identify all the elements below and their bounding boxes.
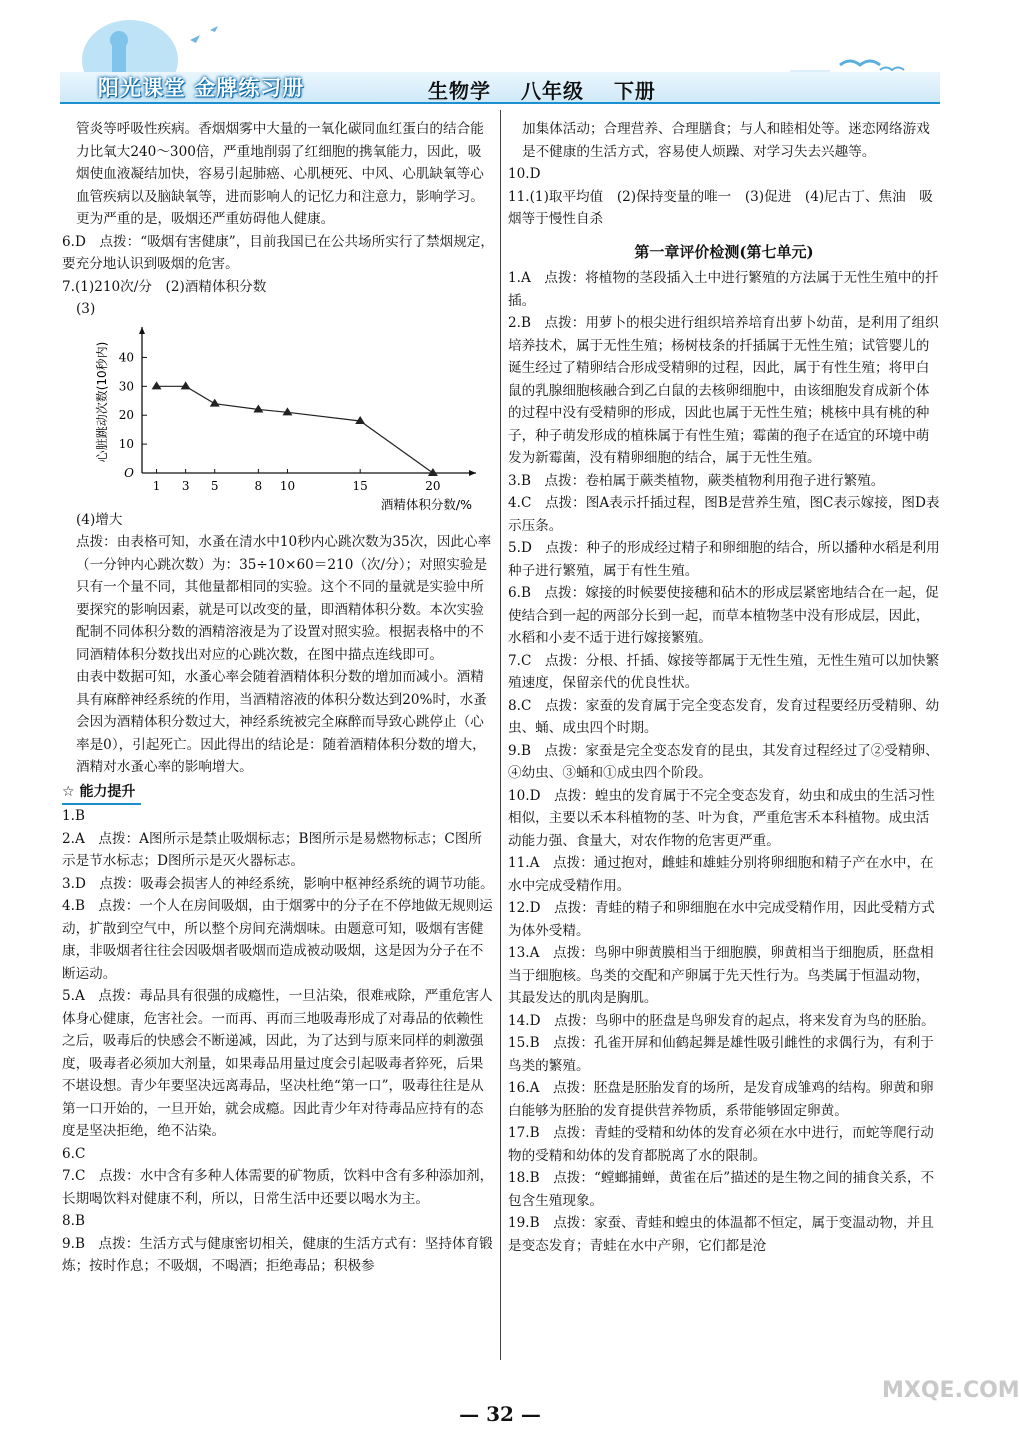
list-item: 18.B 点拨：“螳螂捕蝉，黄雀在后”描述的是生物之间的捕食关系，不包含生殖现象。: [508, 1170, 935, 1209]
y-tick-label: 40: [118, 349, 134, 364]
list-item: 5.A 点拨：毒品具有很强的成瘾性，一旦沾染，很难戒除，严重危害人体身心健康，危害社会。一而再、再而三地吸毒形成了对毒品的依赖性之后，吸毒后的快感会不断递减，因此，为了达到与原来同样的刺激强度，吸毒者必须加大剂量，如果毒品用量过度会引起吸毒者猝死，后果不堪设想。青少年要坚决远离毒品，坚决杜绝“第一口”，吸毒往往是从第一口开始的，一旦开始，就会成瘾。因此青少年对待毒品应持有的态度是坚决拒绝，绝不沾染。: [62, 988, 493, 1139]
x-tick-label: 1: [152, 478, 161, 493]
list-item: 8.B: [62, 1213, 85, 1229]
series-title: 阳光课堂 金牌练习册: [98, 76, 305, 100]
list-item: 7.C 点拨：分根、扦插、嫁接等都属于无性生殖，无性生殖可以加快繁殖速度，保留亲代的优良性状。: [508, 652, 940, 691]
answer-7-part3: (3): [76, 301, 96, 317]
y-axis-arrow: [139, 327, 145, 334]
answer-7-note-2: 由表中数据可知，水蚤心率会随着酒精体积分数的增加而减小。酒精具有麻醉神经系统的作用，当酒精溶液的体积分数达到20%时，水蚤会因为酒精体积分数过大，神经系统被完全麻醉而导致心跳停止（心率是0），引起死亡。因此得出的结论是：随着酒精体积分数的增大，酒精对水蚤心率的影响增大。: [76, 669, 487, 775]
y-tick-label: O: [124, 465, 134, 480]
heart-rate-chart: [62, 321, 494, 512]
continued-text: 管炎等呼吸性疾病。香烟烟雾中大量的一氧化碳同血红蛋白的结合能力比氧大240～300倍，严重地削弱了红细胞的携氧能力，因此，吸烟使血液凝结加快，容易引起肺癌、心肌梗死、中风、心肌缺氧等心血管疾病以及脑缺氧等，进而影响人的记忆力和注意力，影响学习。更为严重的是，吸烟还严重妨碍他人健康。: [76, 121, 484, 227]
x-axis-label: 酒精体积分数/%: [380, 496, 472, 512]
data-point: [181, 381, 191, 389]
list-item: 11.(1)取平均值 (2)保持变量的唯一 (3)促进 (4)尼古丁、焦油 吸烟等于慢性自杀: [508, 188, 933, 227]
list-item: 1.A 点拨：将植物的茎段插入土中进行繁殖的方法属于无性生殖中的扦插。: [508, 270, 939, 309]
data-point: [428, 468, 438, 476]
x-tick-label: 15: [352, 478, 368, 493]
list-item: 10.D 点拨：蝗虫的发育属于不完全变态发育，幼虫和成虫的生活习性相似，主要以禾本科植物的茎、叶为食，严重危害禾本科植物。成虫活动能力强、食量大，对农作物的危害更严重。: [508, 787, 935, 849]
y-tick-label: 30: [118, 378, 134, 393]
subject: 生物学: [428, 79, 491, 103]
book-info: [428, 75, 678, 104]
left-column: [62, 118, 494, 1278]
x-tick-label: 8: [254, 478, 263, 493]
list-item: 16.A 点拨：胚盘是胚胎发育的场所，是发育成雏鸡的结构。卵黄和卵白能够为胚胎的发育提供营养物质，系带能够固定卵黄。: [508, 1080, 934, 1119]
y-tick-label: 10: [118, 436, 134, 451]
x-tick-label: 20: [425, 478, 441, 493]
y-axis-label: 心脏跳动次数(10秒内): [95, 341, 109, 462]
list-item: 3.B 点拨：卷柏属于蕨类植物，蕨类植物利用孢子进行繁殖。: [508, 472, 885, 489]
list-item: 9.B 点拨：生活方式与健康密切相关，健康的生活方式有：坚持体育锻炼；按时作息；不吸烟，不喝酒；拒绝毒品；积极参: [62, 1235, 493, 1274]
list-item: 19.B 点拨：家蚕、青蛙和蝗虫的体温都不恒定，属于变温动物，并且是变态发育；青蛙在水中产卵，它们都是沧: [508, 1215, 934, 1254]
section-heading: 第一章评价检测(第七单元): [634, 242, 814, 261]
list-item: 6.B 点拨：嫁接的时候要使接穗和砧木的形成层紧密地结合在一起，促使结合到一起的两部分长到一起，而草本植物茎中没有形成层，因此，水稻和小麦不适于进行嫁接繁殖。: [508, 585, 939, 646]
answer-7-note: 点拨：由表格可知，水蚤在清水中10秒内心跳次数为35次，因此心率（一分钟内心跳次数）为：35÷10×60＝210（次/分）；对照实验是只有一个量不同，其他量都相同的实验。这个不同的量就是实验中所要探究的影响因素，就是可以改变的量，即酒精体积分数。本次实验配制不同体积分数的酒精溶液是为了设置对照实验。根据表格中的不同酒精体积分数找出对应的心跳次数，在图中描点连线即可。: [76, 534, 492, 663]
data-point: [210, 398, 220, 406]
list-item: 13.A 点拨：鸟卵中卵黄膜相当于细胞膜，卵黄相当于细胞质，胚盘相当于细胞核。鸟类的交配和产卵属于先天性行为。鸟类属于恒温动物，其最发达的肌肉是胸肌。: [508, 945, 934, 1006]
page-header: [0, 0, 1000, 108]
list-item: 10.D: [508, 166, 541, 182]
list-item: 9.B 点拨：家蚕是完全变态发育的昆虫，其发育过程经过了②受精卵、④幼虫、③蛹和①成虫四个阶段。: [508, 742, 939, 781]
section-ability: [62, 779, 494, 806]
volume: 下册: [613, 79, 656, 103]
answer-6: 6.D 点拨：“吸烟有害健康”，目前我国已在公共场所实行了禁烟规定，要充分地认识到吸烟的危害。: [62, 233, 494, 272]
list-item: 15.B 点拨：孔雀开屏和仙鹤起舞是雄性吸引雌性的求偶行为，有利于鸟类的繁殖。: [508, 1035, 934, 1074]
list-item: 12.D 点拨：青蛙的精子和卵细胞在水中完成受精作用，因此受精方式为体外受精。: [508, 900, 935, 939]
section-label: ☆ 能力提升: [62, 781, 141, 806]
list-item: 4.C 点拨：图A表示扦插过程，图B是营养生殖，图C表示嫁接，图D表示压条。: [508, 495, 940, 534]
y-tick-label: 20: [118, 407, 134, 422]
data-point: [282, 407, 292, 415]
x-tick-label: 3: [181, 478, 190, 493]
answer-7-part4: (4)增大: [76, 511, 123, 528]
list-item: 2.B 点拨：用萝卜的根尖进行组织培养培育出萝卜幼苗，是利用了组织培养技术，属于无性生殖；杨树枝条的扦插属于无性生殖；试管婴儿的诞生经过了精卵结合形成受精卵的过程，因此，属于有性生殖；将甲白鼠的乳腺细胞核融合到乙白鼠的去核卵细胞中，由该细胞发育成新个体的过程中没有受精卵的形成，因此也属于无性生殖；桃核中具有桃的种子，种子萌发形成的植株属于有性生殖；霉菌的孢子在适宜的环境中萌发为新霉菌，没有精卵细胞的结合，属于无性生殖。: [508, 315, 939, 466]
list-item: 3.D 点拨：吸毒会损害人的神经系统，影响中枢神经系统的调节功能。: [62, 875, 494, 892]
grade: 八年级: [520, 79, 584, 103]
line-chart-svg: [62, 321, 494, 512]
series-line: [157, 386, 433, 473]
x-tick-label: 5: [210, 478, 219, 493]
x-axis-arrow: [469, 470, 476, 476]
list-item: 4.B 点拨：一个人在房间吸烟，由于烟雾中的分子在不停地做无规则运动，扩散到空气中，所以整个房间充满烟味。由题意可知，吸烟有害健康，非吸烟者往往会因吸烟者吸烟而造成被动吸烟，这是因为分子在不断运动。: [62, 898, 493, 982]
watermark: MXQE.COM: [882, 1378, 1020, 1403]
list-item: 1.B: [62, 808, 85, 824]
list-item: 17.B 点拨：青蛙的受精和幼体的发育必须在水中进行，而蛇等爬行动物的受精和幼体的发育都脱离了水的限制。: [508, 1125, 934, 1164]
column-divider: [500, 110, 501, 1360]
list-item: 14.D 点拨：鸟卵中的胚盘是鸟卵发育的起点，将来发育为鸟的胚胎。: [508, 1012, 935, 1029]
left-answer-list: [62, 805, 494, 1278]
continued-text: 加集体活动；合理营养、合理膳食；与人和睦相处等。迷恋网络游戏是不健康的生活方式，容易使人烦躁、对学习失去兴趣等。: [522, 121, 930, 160]
list-item: 6.C: [62, 1145, 86, 1162]
list-item: 5.D 点拨：种子的形成经过精子和卵细胞的结合，所以播种水稻是利用种子进行繁殖，属于有性生殖。: [508, 540, 940, 579]
list-item: 8.C 点拨：家蚕的发育属于完全变态发育，发育过程要经历受精卵、幼虫、蛹、成虫四个时期。: [508, 697, 940, 736]
page-number: — 32 —: [459, 1402, 541, 1426]
list-item: 2.A 点拨：A图所示是禁止吸烟标志；B图所示是易燃物标志；C图所示是节水标志；D图所示是灭火器标志。: [62, 830, 483, 869]
list-item: 11.A 点拨：通过抱对，雌蛙和雄蛙分别将卵细胞和精子产在水中，在水中完成受精作用。: [508, 855, 934, 894]
data-point: [152, 381, 162, 389]
list-item: 7.C 点拨：水中含有多种人体需要的矿物质，饮料中含有多种添加剂，长期喝饮料对健康不利，所以，日常生活中还要以喝水为主。: [62, 1168, 494, 1207]
right-column: [508, 118, 940, 1257]
answer-7: 7.(1)210次/分 (2)酒精体积分数: [62, 278, 267, 295]
x-tick-label: 10: [279, 478, 296, 493]
